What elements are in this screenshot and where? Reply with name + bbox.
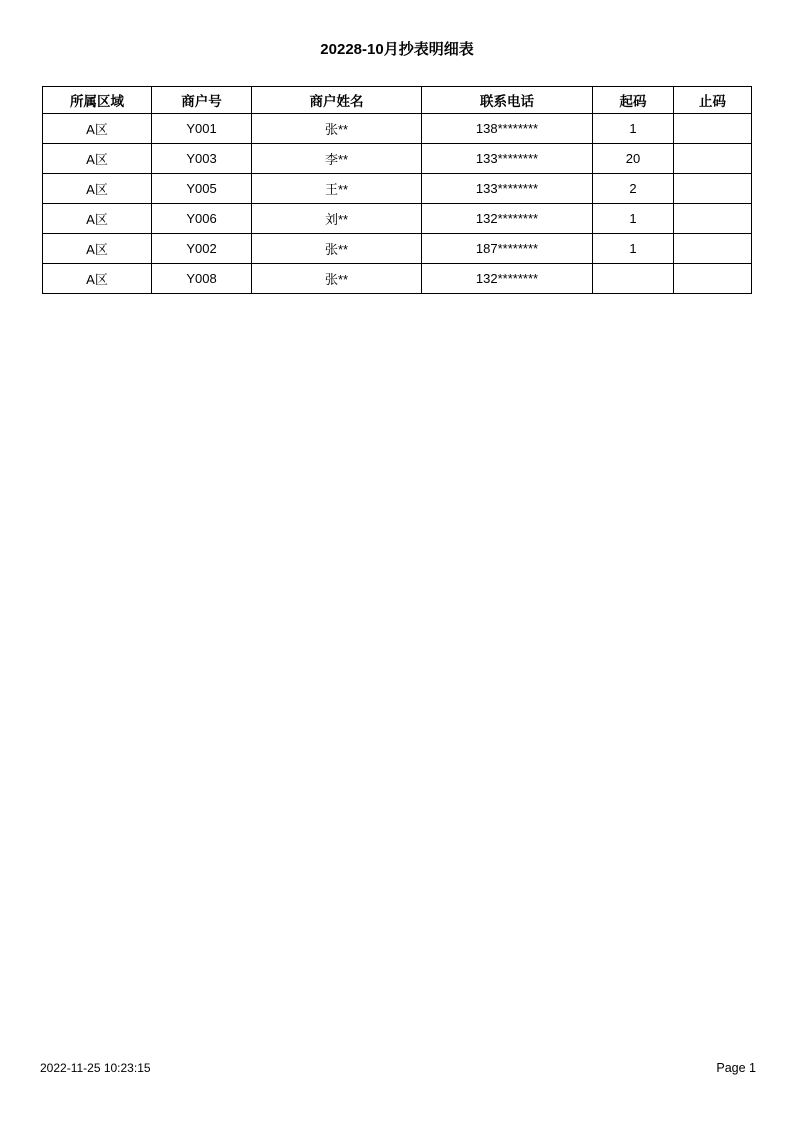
cell-end-reading — [674, 264, 752, 294]
cell-start-reading: 2 — [593, 174, 674, 204]
report-title: 20228-10月抄表明细表 — [320, 41, 474, 58]
cell-start-reading: 1 — [593, 114, 674, 144]
cell-end-reading — [674, 204, 752, 234]
cell-phone: 133******** — [422, 174, 593, 204]
cell-merchant-id: Y008 — [152, 264, 252, 294]
cell-start-reading: 20 — [593, 144, 674, 174]
cell-phone: 138******** — [422, 114, 593, 144]
cell-region: A区 — [43, 234, 152, 264]
table-row — [43, 204, 752, 234]
cell-merchant-name: 张** — [252, 114, 422, 144]
page-number: Page 1 — [716, 1061, 756, 1075]
column-header-phone: 联系电话 — [422, 87, 593, 114]
table-row — [43, 264, 752, 294]
cell-end-reading — [674, 114, 752, 144]
cell-start-reading: 1 — [593, 234, 674, 264]
column-header-merchant-id: 商户号 — [152, 87, 252, 114]
cell-region: A区 — [43, 144, 152, 174]
cell-phone: 187******** — [422, 234, 593, 264]
cell-start-reading: 1 — [593, 204, 674, 234]
column-header-start-reading: 起码 — [593, 87, 674, 114]
cell-end-reading — [674, 234, 752, 264]
column-header-region: 所属区域 — [43, 87, 152, 114]
column-header-end-reading: 止码 — [674, 87, 752, 114]
table-row — [43, 174, 752, 204]
cell-region: A区 — [43, 204, 152, 234]
cell-phone: 132******** — [422, 204, 593, 234]
cell-start-reading — [593, 264, 674, 294]
cell-merchant-name: 张** — [252, 234, 422, 264]
table-header-row — [43, 87, 752, 114]
cell-merchant-id: Y003 — [152, 144, 252, 174]
table-row — [43, 114, 752, 144]
cell-merchant-name: 王** — [252, 174, 422, 204]
cell-merchant-id: Y001 — [152, 114, 252, 144]
print-timestamp: 2022-11-25 10:23:15 — [40, 1061, 151, 1075]
cell-end-reading — [674, 144, 752, 174]
cell-phone: 133******** — [422, 144, 593, 174]
cell-merchant-id: Y006 — [152, 204, 252, 234]
cell-merchant-name: 张** — [252, 264, 422, 294]
cell-merchant-id: Y002 — [152, 234, 252, 264]
cell-end-reading — [674, 174, 752, 204]
column-header-merchant-name: 商户姓名 — [252, 87, 422, 114]
cell-region: A区 — [43, 114, 152, 144]
meter-reading-table — [42, 86, 752, 294]
table-row — [43, 144, 752, 174]
cell-region: A区 — [43, 174, 152, 204]
cell-merchant-name: 李** — [252, 144, 422, 174]
cell-region: A区 — [43, 264, 152, 294]
cell-merchant-id: Y005 — [152, 174, 252, 204]
cell-phone: 132******** — [422, 264, 593, 294]
cell-merchant-name: 刘** — [252, 204, 422, 234]
table-row — [43, 234, 752, 264]
